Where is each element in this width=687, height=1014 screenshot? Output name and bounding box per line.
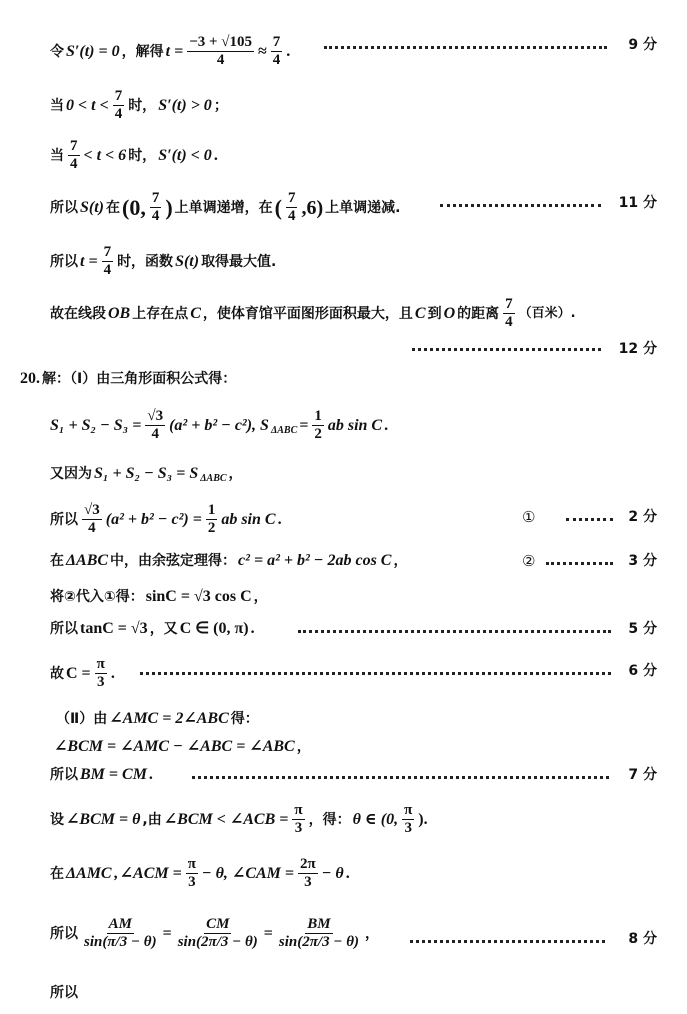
leader-dots [298,630,611,633]
line-case-negative [0,132,687,172]
math: ∠ACM = [119,864,182,882]
leader-dots [412,348,601,351]
text: 上单调递增，在 [174,199,273,216]
fraction: $\frac{\pi}{3}$ [404,802,413,836]
score-label: 9 分 [628,37,657,53]
math: O [443,304,456,322]
fraction: $\frac{CM}{\sin(2\pi/3 - \theta)}$ [177,916,258,950]
punct: . [148,766,153,783]
leader-dots [410,940,605,943]
text: 的距离 [457,305,500,322]
text: 所以 [50,925,78,942]
math: ) [165,194,173,220]
text: 得： [230,711,259,727]
text: 所以 [50,621,78,637]
subscript: ΔABC [200,473,227,484]
fraction: $\frac{7}{4}$ [70,138,78,172]
text: ，解得 [121,43,164,60]
fraction: $\frac{-3 + √105}{4}$ [189,34,253,68]
text: 所以 [50,767,78,783]
score-label: 5 分 [628,621,657,637]
math: = [162,924,172,942]
text: ,由 [142,811,162,828]
math: 0 < t < [66,96,109,114]
text: 所以 [50,985,78,1001]
punct: ； [213,97,228,114]
punct: . [286,42,291,60]
line-also-because [0,456,687,482]
fraction: $\frac{1}{2}$ [207,502,216,536]
score-label: 6 分 [628,663,657,679]
punct: ， [253,589,268,605]
fraction: $\frac{\pi}{3}$ [96,656,105,690]
math: S(t) [80,198,104,216]
equation-mark: ② [522,552,536,570]
punct: ， [393,553,408,569]
fraction: $\frac{√3}{4}$ [84,502,100,536]
math: = [263,924,273,942]
math: S(t) [175,252,200,270]
math: θ ∈ (0, [352,810,399,828]
math: − θ [321,864,344,882]
line-tan-c [0,616,687,642]
line-score-12 [0,336,687,362]
punct: . [384,416,389,434]
text: 当 [50,147,64,164]
score-label: 12 分 [618,341,657,357]
leader-dots [440,204,601,207]
text: 中，由余弦定理得： [110,553,237,569]
text: 解：（Ⅰ）由三角形面积公式得： [42,371,237,387]
line-cosine-law [0,548,687,574]
line-triangle-amc [0,852,687,898]
text: 在 [106,199,120,216]
math: OB [108,304,131,322]
text: 又因为 [50,466,92,482]
fraction: $\frac{\pi}{3}$ [294,802,303,836]
line-conclusion [0,290,687,330]
score-label: 7 分 [628,767,657,783]
punct: . [110,664,115,682]
text: 所以 [50,253,78,270]
line-maximum [0,238,687,278]
fraction: $\frac{7}{4}$ [151,190,160,224]
text: （Ⅱ）由 [56,711,108,727]
math: c² = a² + b² − 2ab cos C [238,552,392,569]
text: 所以 [50,199,78,216]
math: ab sin C [327,416,383,434]
math: t = [80,252,98,270]
line-c-value [0,652,687,698]
math: (a² + b² − c²) = [105,510,202,528]
text: ，得： [308,811,351,828]
math: sinC = √3 cos C [145,588,252,605]
text: 到 [427,305,442,322]
text: 时， [128,147,157,164]
math: < t < 6 [83,146,127,164]
fraction: $\frac{BM}{\sin(2\pi/3 - \theta)}$ [278,916,359,950]
fraction: $\frac{\pi}{3}$ [187,856,196,890]
math: C [414,304,426,322]
text: 上存在点 [132,305,189,322]
fraction: $\frac{7}{4}$ [103,244,112,278]
line-substitute [0,584,687,610]
problem-number: 20. [20,370,40,387]
text: 故 [50,665,64,682]
math: S₁ + S₂ − S₃ = [50,416,142,434]
math: ,6) [301,196,324,219]
math: ab sin C [221,510,276,528]
text: 时，函数 [117,253,174,270]
score-label: 3 分 [628,553,657,569]
score-label: 8 分 [628,931,657,947]
punct: . [213,146,218,164]
math: ( [274,194,282,220]
text: 设 [50,811,64,828]
leader-dots [140,672,611,675]
text: 时， [128,97,157,114]
text: 上单调递减. [325,199,401,216]
text: 令 [50,43,64,60]
line-equation-1 [0,494,687,540]
math: t = [165,42,184,60]
line-derivative-zero [0,26,687,66]
text: ，又 [149,621,178,637]
line-bm-cm [0,762,687,788]
math: = [299,416,309,434]
math: S′(t) = 0 [66,42,120,60]
math: ∠BCM = θ [66,810,141,828]
fraction: $\frac{7}{4}$ [272,34,281,68]
equation-mark: ① [522,508,536,526]
punct: ， [228,466,243,482]
line-case-positive [0,82,687,122]
fraction: $\frac{1}{2}$ [314,408,322,442]
score-label: 2 分 [628,509,657,525]
math: C ∈ (0, π) [179,620,249,637]
math: BM = CM [80,766,147,783]
math: C [190,304,201,322]
leader-dots [192,776,609,779]
math: − θ, ∠CAM = [201,864,295,882]
problem-20-heading [0,366,687,392]
part-2-heading [0,706,687,732]
text: 当 [50,97,64,114]
text: 在 [50,865,64,882]
leader-dots [546,562,613,565]
punct: , [113,864,118,882]
score-label: 11 分 [618,195,657,211]
punct: . [277,510,282,528]
math: ≈ [258,42,267,60]
text: 将②代入①得： [50,589,144,605]
punct: . [345,864,350,882]
math: S₁ + S₂ − S₃ = S [94,465,199,482]
math: (a² + b² − c²), S [169,416,269,434]
leader-dots [324,46,607,49]
text: 故在线段 [50,305,106,322]
math: ∠AMC = 2∠ABC [109,710,229,727]
fraction: $\frac{AM}{\sin(\pi/3 - \theta)}$ [84,916,157,950]
punct: ). [418,810,428,828]
line-set-theta [0,796,687,842]
math: ΔAMC [66,864,112,882]
subscript: ΔABC [270,424,298,436]
math: ∠BCM < ∠ACB = [163,810,289,828]
math: ∠BCM = ∠AMC − ∠ABC = ∠ABC [54,738,295,755]
fraction: $\frac{7}{4}$ [505,296,513,330]
text: 取得最大值. [201,253,277,270]
math: C = [66,664,91,682]
punct: ， [364,925,379,942]
math: S′(t) > 0 [158,96,212,114]
leader-dots [566,518,613,521]
punct: ， [296,739,311,755]
line-angle-bcm [0,734,687,760]
line-sine-law [0,910,687,970]
punct: . [250,620,255,637]
math: tanC = √3 [80,620,148,637]
text: 在 [50,553,64,569]
line-monotonicity [0,184,687,224]
line-area-formula [0,400,687,446]
fraction: $\frac{2\pi}{3}$ [300,856,316,890]
line-therefore [0,982,687,1008]
fraction: $\frac{7}{4}$ [287,190,296,224]
math: ΔABC [66,552,109,569]
fraction: $\frac{7}{4}$ [114,88,123,122]
text: （百米）. [518,305,576,321]
text: 所以 [50,511,78,528]
text: ，使体育馆平面图形面积最大，且 [202,305,413,322]
fraction: $\frac{√3}{4}$ [147,408,164,442]
math: (0, [122,194,146,220]
math: S′(t) < 0 [158,146,212,164]
